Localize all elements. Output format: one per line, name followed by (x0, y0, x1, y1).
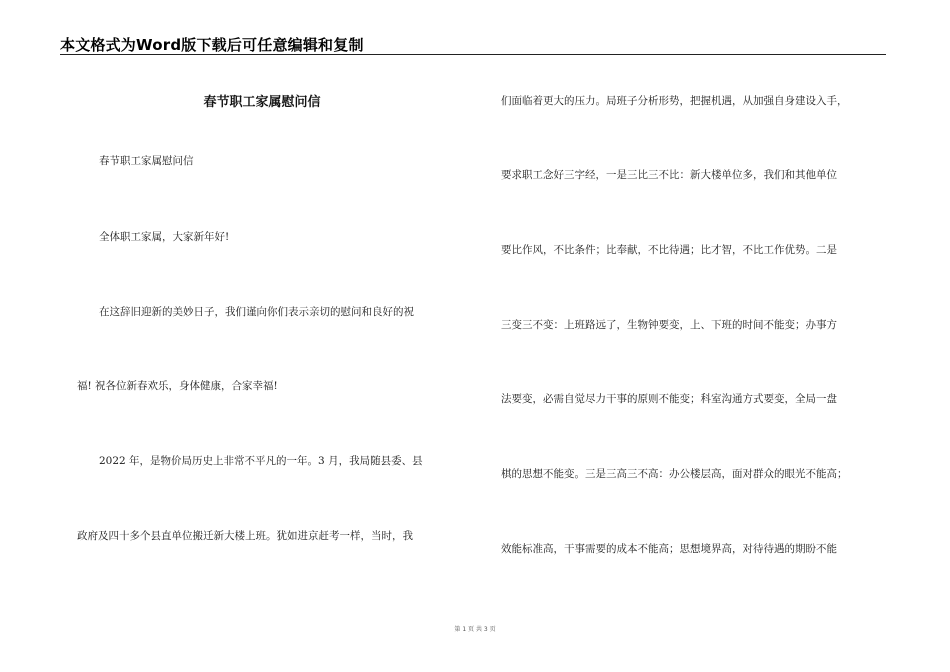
salutation: 全体职工家属，大家新年好! (99, 231, 230, 243)
page-indicator: 第 1 页 共 3 页 (454, 626, 496, 633)
body-line: 效能标准高，干事需要的成本不能高；思想境界高，对待待遇的期盼不能 (501, 543, 837, 555)
body-line: 2022 年，是物价局历史上非常不平凡的一年。3 月，我局随县委、县 (99, 455, 423, 467)
body-line: 要求职工念好三字经，一是三比三不比：新大楼单位多，我们和其他单位 (501, 169, 837, 181)
body-line: 福! 祝各位新春欢乐，身体健康，合家幸福! (77, 380, 278, 392)
body-line: 在这辞旧迎新的美妙日子，我们谨向你们表示亲切的慰问和良好的祝 (99, 306, 414, 318)
body-line: 们面临着更大的压力。局班子分析形势，把握机遇，从加强自身建设入手， (501, 95, 848, 107)
document-title: 春节职工家属慰问信 (203, 95, 321, 110)
body-line: 三变三不变：上班路远了，生物钟要变，上、下班的时间不能变；办事方 (501, 319, 837, 331)
letter-heading: 春节职工家属慰问信 (99, 155, 194, 167)
banner-divider (60, 54, 886, 55)
body-line: 法要变，必需自觉尽力干事的原则不能变；科室沟通方式要变，全局一盘 (501, 393, 837, 405)
body-line: 要比作风，不比条件；比奉献，不比待遇；比才智，不比工作优势。二是 (501, 244, 837, 256)
body-line: 棋的思想不能变。三是三高三不高：办公楼层高，面对群众的眼光不能高； (501, 468, 848, 480)
download-banner: 本文格式为Word版下载后可任意编辑和复制 (60, 36, 364, 54)
body-line: 政府及四十多个县直单位搬迁新大楼上班。犹如进京赶考一样，当时，我 (77, 530, 413, 542)
